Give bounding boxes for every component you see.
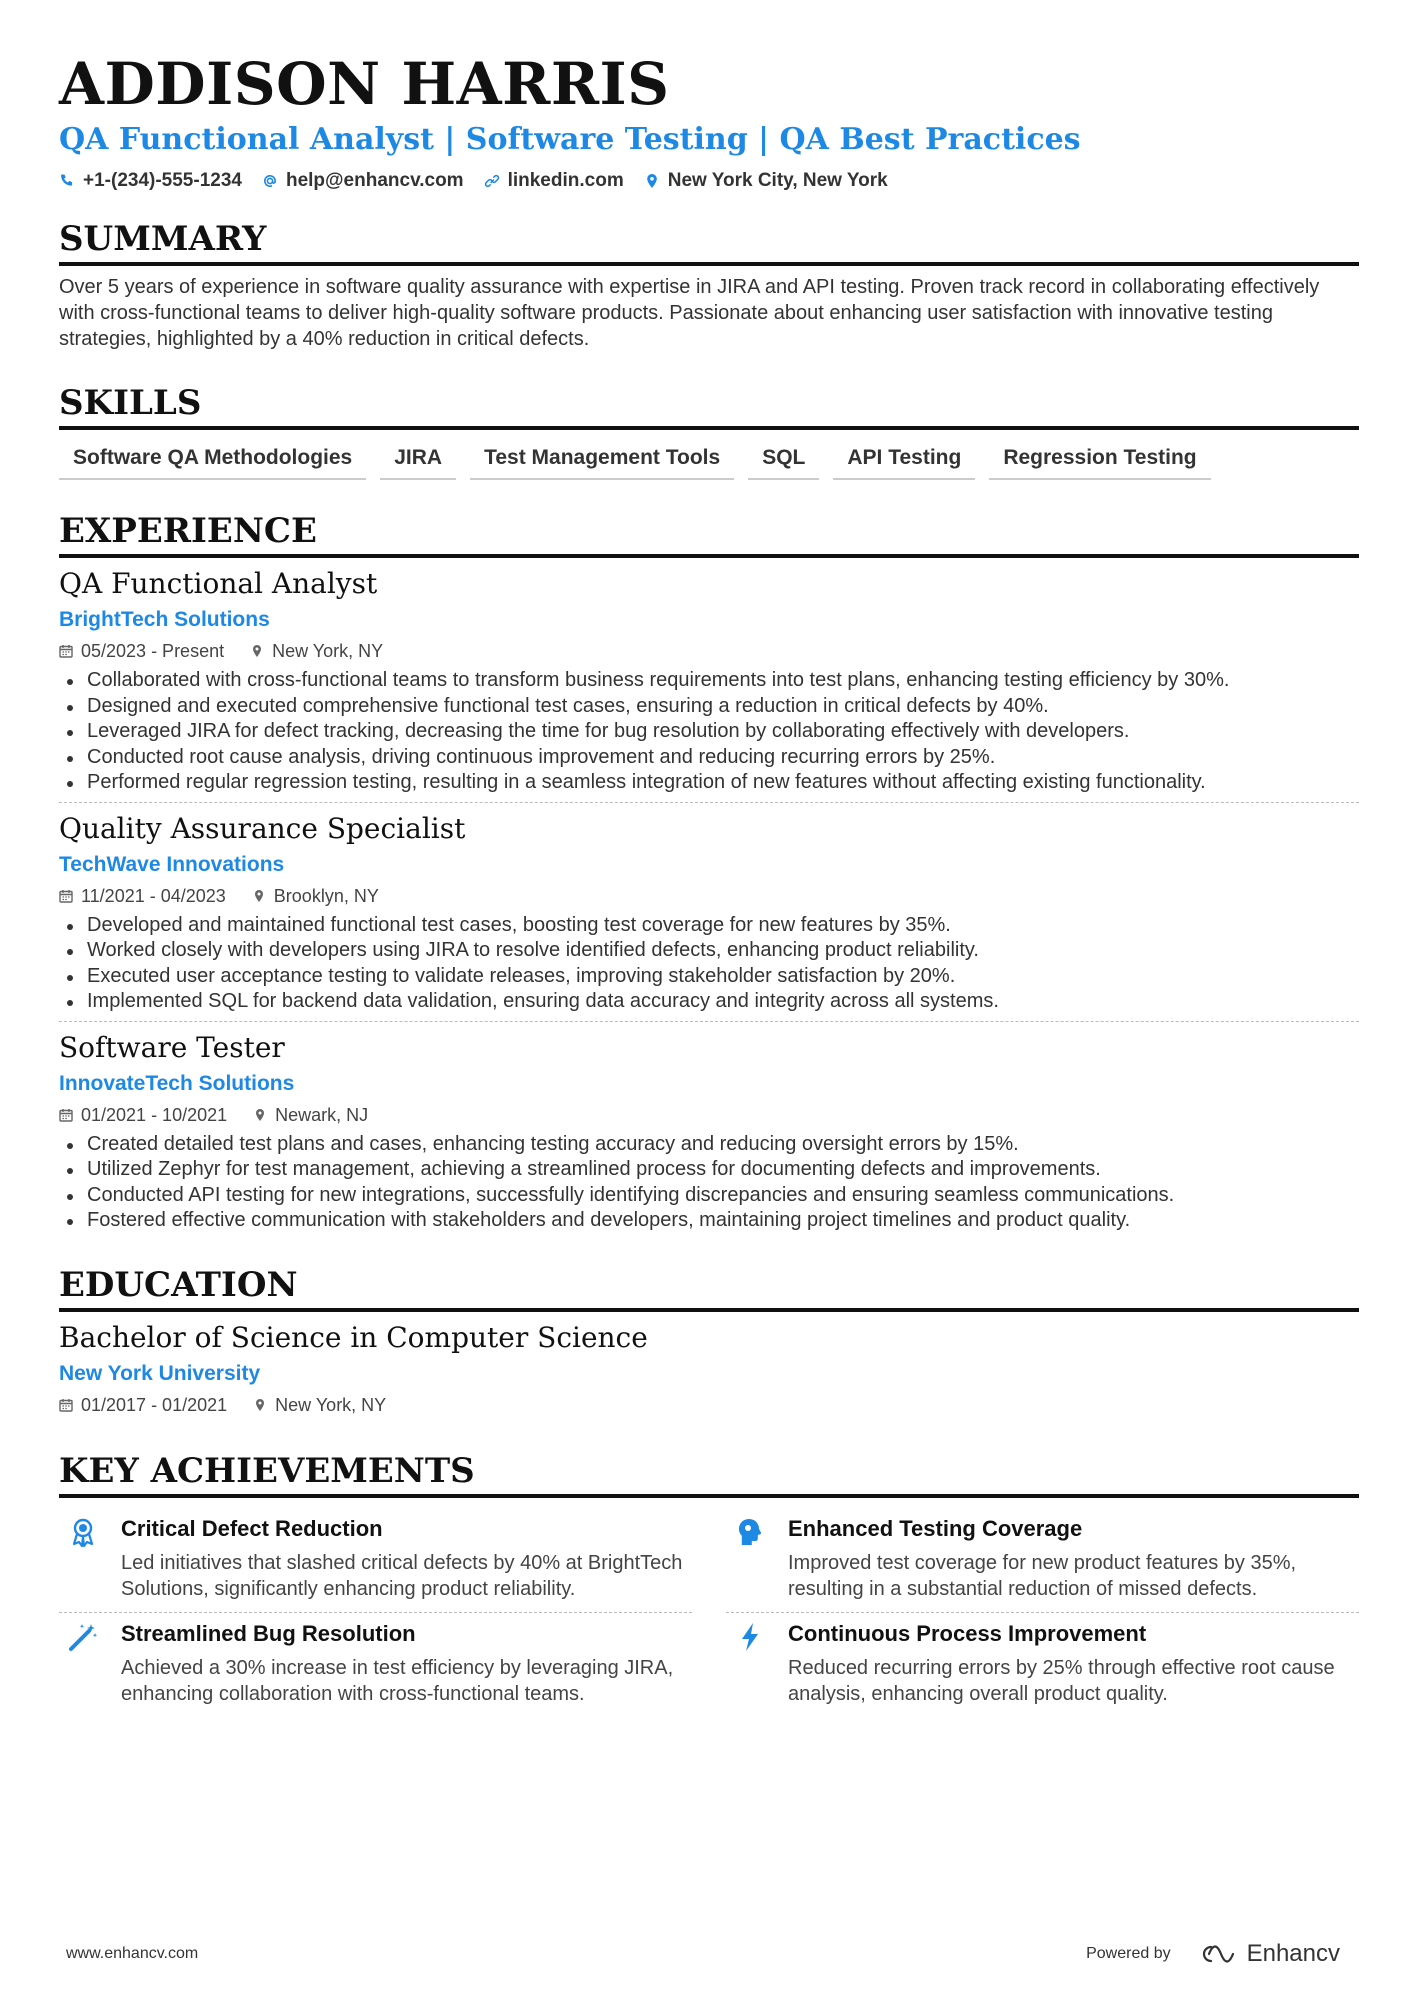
company-name: InnovateTech Solutions (59, 1071, 295, 1095)
summary-text: Over 5 years of experience in software quality assurance with expertise in JIRA and API testing. Proven track record in collaborating effectively with cross-functional teams to deliver high-quality software products. Passionate about enhancing user satisfaction with innovative testing strategies, highlighted by a 40% reduction in critical defects. (59, 276, 1320, 350)
skill-tag: Software QA Methodologies (59, 442, 366, 480)
education-meta (59, 1392, 1359, 1418)
achievement-title: Enhanced Testing Coverage (788, 1515, 1083, 1541)
map-pin-icon (253, 1398, 267, 1412)
job-entry (59, 1021, 1359, 1240)
job-title: Quality Assurance Specialist (59, 811, 466, 845)
enhancv-logo-icon (1193, 1942, 1239, 1966)
job-meta (59, 1102, 1359, 1128)
location-text: Brooklyn, NY (273, 885, 379, 906)
calendar-icon (59, 889, 73, 903)
achievement-title: Critical Defect Reduction (121, 1515, 383, 1541)
achievement-desc: Reduced recurring errors by 25% through effective root cause analysis, enhancing overall product quality. (788, 1656, 1335, 1705)
calendar-icon (59, 1108, 73, 1122)
job-title: QA Functional Analyst (59, 567, 378, 600)
skill-tag: API Testing (833, 442, 975, 480)
job-meta (59, 638, 1359, 664)
list-item: Executed user acceptance testing to validate releases, improving stakeholder satisfaction by 20%. (59, 964, 1359, 990)
location-text: New York City, New York (667, 170, 888, 191)
job-location (252, 883, 379, 909)
list-item: Created detailed test plans and cases, enhancing testing accuracy and reducing oversight errors by 15%. (59, 1132, 1359, 1158)
map-pin-icon (644, 173, 660, 189)
location-text: Newark, NJ (275, 1104, 369, 1125)
company-name: BrightTech Solutions (59, 608, 270, 631)
skills-section (59, 382, 1359, 480)
award-ribbon-icon (67, 1516, 99, 1548)
phone-text: +1-(234)-555-1234 (83, 170, 242, 191)
list-item: Performed regular regression testing, resulting in a seamless integration of new features without affecting existing functionality. (59, 770, 1359, 796)
education-entry (59, 1312, 1359, 1424)
list-item: Conducted API testing for new integrations, successfully identifying discrepancies and ensuring seamless communications. (59, 1183, 1359, 1209)
achievement-title: Streamlined Bug Resolution (121, 1620, 416, 1646)
achievement-title: Continuous Process Improvement (788, 1620, 1147, 1646)
skill-tag: SQL (748, 442, 819, 480)
head-brain-icon (734, 1516, 766, 1548)
contact-location (644, 170, 888, 192)
education-heading: EDUCATION (59, 1264, 1359, 1312)
magic-wand-icon (67, 1621, 99, 1653)
at-sign-icon (262, 173, 278, 189)
brand-name: Enhancv (1246, 1940, 1340, 1967)
candidate-tagline: QA Functional Analyst | Software Testing | QA Best Practices (59, 122, 1081, 157)
location-text: New York, NY (272, 641, 384, 661)
contact-phone (59, 170, 242, 192)
candidate-name: ADDISON HARRIS (59, 50, 670, 118)
list-item: Designed and executed comprehensive functional test cases, ensuring a reduction in critical defects by 40%. (59, 694, 1359, 720)
skills-list (59, 442, 1359, 480)
contact-email[interactable] (262, 170, 464, 192)
link-text[interactable]: linkedin.com (507, 170, 624, 191)
summary-section (59, 218, 1359, 352)
map-pin-icon (250, 644, 264, 658)
achievement-item (726, 1508, 1359, 1613)
list-item: Conducted root cause analysis, driving continuous improvement and reducing recurring errors by 25%. (59, 745, 1359, 771)
list-item: Fostered effective communication with stakeholders and developers, maintaining project timelines and product quality. (59, 1208, 1359, 1234)
calendar-icon (59, 644, 73, 658)
achievement-desc: Led initiatives that slashed critical defects by 40% at BrightTech Solutions, significantly enhancing product reliability. (121, 1551, 683, 1600)
job-title: Software Tester (59, 1030, 285, 1064)
job-bullets (59, 913, 1359, 1015)
dates-text: 05/2023 - Present (81, 641, 225, 661)
dates-text: 01/2017 - 01/2021 (81, 1394, 228, 1415)
education-section (59, 1264, 1359, 1424)
achievement-item (59, 1613, 692, 1717)
company-name: TechWave Innovations (59, 852, 285, 876)
page-footer (66, 1940, 1340, 1968)
powered-by-text: Powered by (1086, 1945, 1171, 1962)
footer-website[interactable]: www.enhancv.com (66, 1945, 199, 1962)
list-item: Developed and maintained functional test cases, boosting test coverage for new features by 35%. (59, 913, 1359, 939)
phone-icon (59, 173, 75, 189)
link-icon (484, 173, 500, 189)
list-item: Leveraged JIRA for defect tracking, decreasing the time for bug resolution by collaborating effectively with developers. (59, 719, 1359, 745)
contact-link[interactable] (484, 170, 624, 192)
achievement-desc: Improved test coverage for new product features by 35%, resulting in a substantial reduction of missed defects. (788, 1551, 1297, 1600)
list-item: Collaborated with cross-functional teams to transform business requirements into test plans, enhancing testing efficiency by 30%. (59, 668, 1359, 694)
skill-tag: Regression Testing (989, 442, 1210, 480)
map-pin-icon (253, 1108, 267, 1122)
resume-page (59, 50, 1359, 1717)
skills-heading: SKILLS (59, 382, 1359, 430)
job-dates (59, 883, 226, 909)
map-pin-icon (252, 889, 266, 903)
education-location (253, 1392, 386, 1418)
job-entry (59, 558, 1359, 802)
job-location (250, 638, 383, 664)
achievements-grid (59, 1508, 1359, 1717)
footer-brand (1086, 1940, 1340, 1968)
job-meta (59, 883, 1359, 909)
job-location (253, 1102, 368, 1128)
skill-tag: Test Management Tools (470, 442, 734, 480)
school-name: New York University (59, 1361, 261, 1385)
contact-bar (59, 170, 1359, 192)
list-item: Implemented SQL for backend data validation, ensuring data accuracy and integrity across all systems. (59, 989, 1359, 1015)
job-dates (59, 1102, 227, 1128)
lightning-bolt-icon (734, 1621, 766, 1653)
job-bullets (59, 668, 1359, 796)
job-bullets (59, 1132, 1359, 1234)
job-entry (59, 802, 1359, 1021)
list-item: Worked closely with developers using JIRA to resolve identified defects, enhancing product reliability. (59, 938, 1359, 964)
achievements-section (59, 1450, 1359, 1717)
calendar-icon (59, 1398, 73, 1412)
dates-text: 11/2021 - 04/2023 (81, 885, 226, 906)
education-dates (59, 1392, 227, 1418)
list-item: Utilized Zephyr for test management, achieving a streamlined process for documenting defects and improvements. (59, 1157, 1359, 1183)
achievement-desc: Achieved a 30% increase in test efficiency by leveraging JIRA, enhancing collaboration with cross-functional teams. (121, 1656, 674, 1705)
location-text: New York, NY (275, 1394, 387, 1415)
experience-section (59, 510, 1359, 1240)
achievement-item (726, 1613, 1359, 1717)
summary-heading: SUMMARY (59, 218, 1359, 266)
achievement-item (59, 1508, 692, 1613)
experience-heading: EXPERIENCE (59, 510, 1359, 558)
dates-text: 01/2021 - 10/2021 (81, 1104, 228, 1125)
email-text[interactable]: help@enhancv.com (285, 170, 464, 191)
skill-tag: JIRA (380, 442, 456, 480)
degree-title: Bachelor of Science in Computer Science (59, 1320, 648, 1354)
job-dates (59, 638, 224, 664)
resume-header (59, 50, 1359, 192)
achievements-heading: KEY ACHIEVEMENTS (59, 1450, 1359, 1498)
enhancv-logo[interactable] (1193, 1940, 1340, 1968)
